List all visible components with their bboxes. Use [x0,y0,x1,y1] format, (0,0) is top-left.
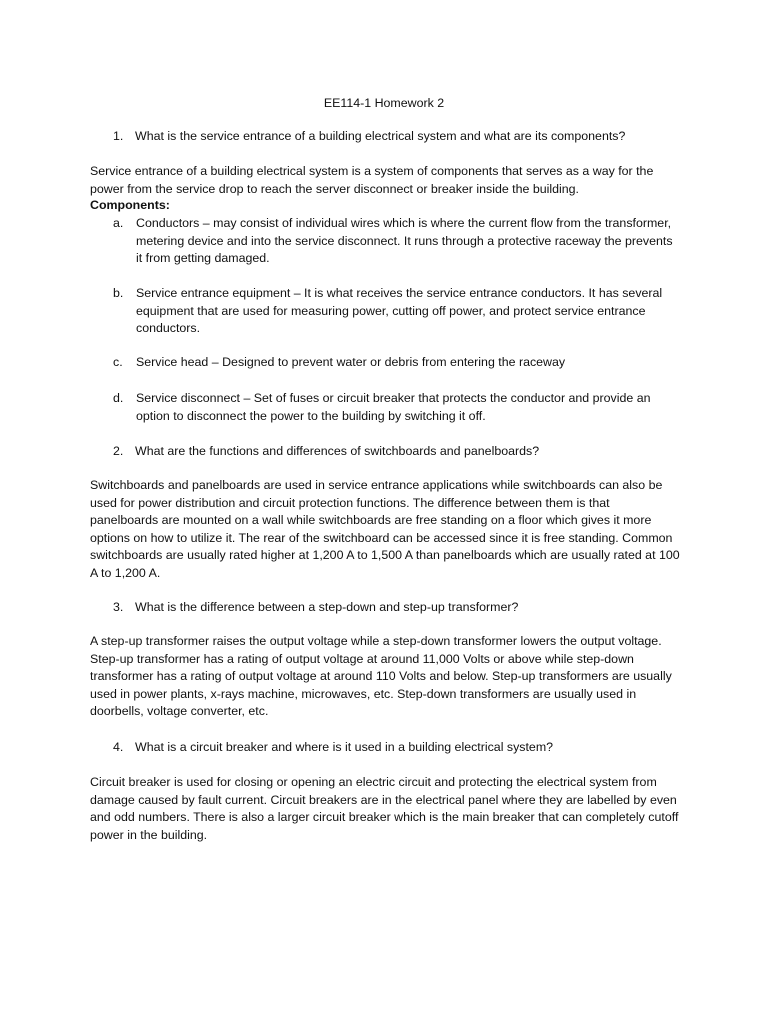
question-text: What is a circuit breaker and where is it used in a building electrical system? [135,740,554,754]
answer-3: A step-up transformer raises the output voltage while a step-down transformer lowers the output voltage. Step-up transformer has a rating of output voltage at around 11,000 Volts or above while step-down transformer has a rating of output voltage at around 110 Volts and below. Step-up transformers are usually used in power plants, x-rays machine, microwaves, etc. Step-down transformers are usually used in doorbells, voltage converter, etc. [90,634,672,719]
list-item-text: Service disconnect – Set of fuses or circuit breaker that protects the conductor and provide an option to disconnect the power to the building by switching it off. [136,391,651,423]
list-item-text: Service entrance equipment – It is what receives the service entrance conductors. It has several equipment that are used for measuring power, cutting off power, and protect service entrance conductors. [136,286,663,336]
answer-2: Switchboards and panelboards are used in service entrance applications while switchboards can also be used for power distribution and circuit protection functions. The difference between them is that panelboards are mounted on a wall while switchboards are free standing on a floor which gives it more options on how to utilize it. The rear of the switchboard can be accessed since it is free standing. Common switchboards are usually rated higher at 1,200 A to 1,500 A than panelboards which are usually rated at 100 A to 1,200 A. [90,478,680,580]
list-item-text: Conductors – may consist of individual wires which is where the current flow from the transformer, metering device and into the service disconnect. It runs through a protective raceway the prevents it from getting damaged. [136,216,673,266]
components-label: Components: [90,198,170,212]
list-marker: d. [113,391,124,405]
document-title: EE114-1 Homework 2 [323,96,445,110]
component-item-c [113,354,673,372]
question-3 [113,599,673,617]
component-item-a [113,215,673,268]
component-item-d [113,390,673,425]
question-number: 1. [113,129,124,143]
question-text: What is the difference between a step-down and step-up transformer? [135,600,519,614]
question-1 [113,128,673,146]
question-number: 2. [113,444,124,458]
list-marker: c. [113,355,123,369]
question-text: What are the functions and differences of switchboards and panelboards? [135,444,540,458]
answer-4: Circuit breaker is used for closing or opening an electric circuit and protecting the electrical system from damage caused by fault current. Circuit breakers are in the electrical panel where they are labelled by even and odd numbers. There is also a larger circuit breaker which is the main breaker that can completely cutoff power in the building. [90,775,679,842]
list-marker: b. [113,286,124,300]
answer-1-intro: Service entrance of a building electrical system is a system of components that serves as a way for the power from the service drop to reach the server disconnect or breaker inside the building. [90,164,654,196]
question-4 [113,739,673,757]
list-item-text: Service head – Designed to prevent water or debris from entering the raceway [136,355,566,369]
question-2 [113,443,673,461]
component-item-b [113,285,673,338]
question-number: 3. [113,600,124,614]
list-marker: a. [113,216,124,230]
question-number: 4. [113,740,124,754]
question-text: What is the service entrance of a building electrical system and what are its components? [135,129,626,143]
